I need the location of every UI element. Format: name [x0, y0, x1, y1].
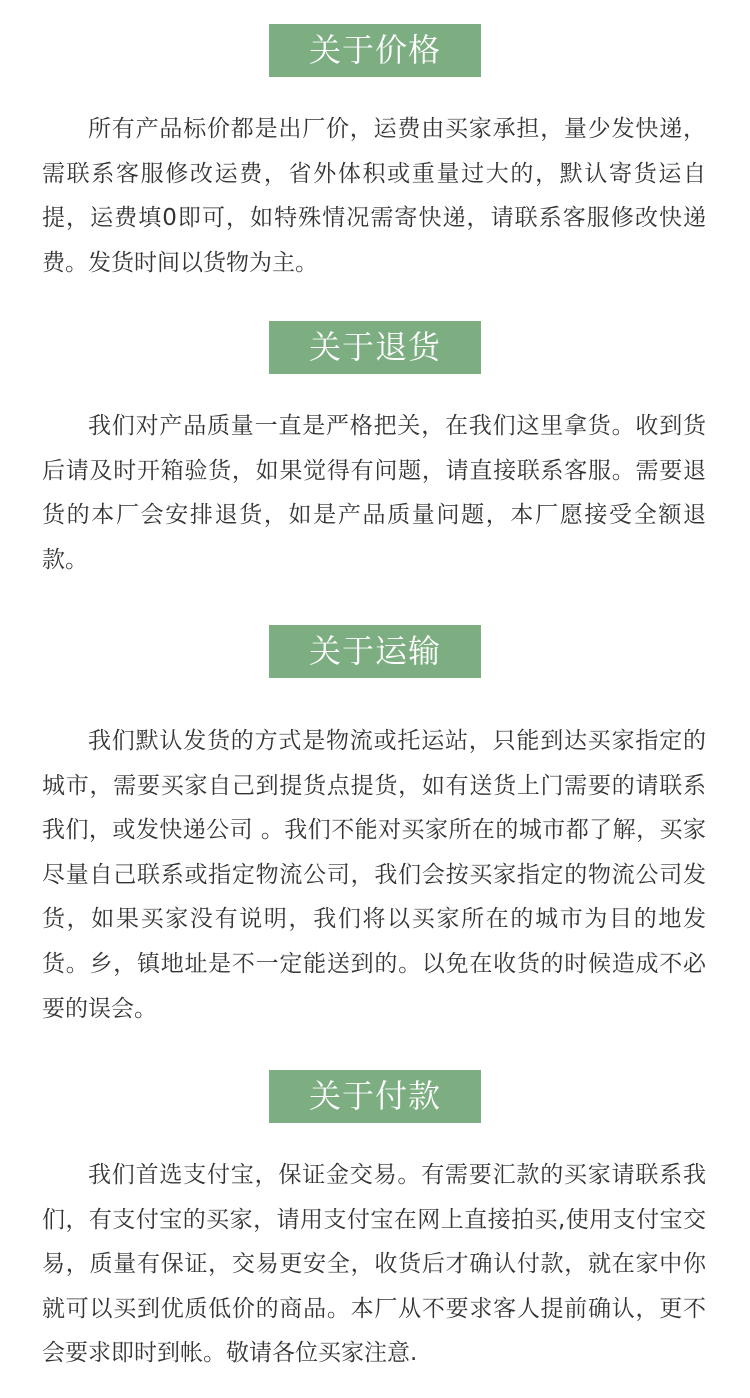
section-heading-price: 关于价格 — [269, 24, 481, 77]
section-text-returns: 我们对产品质量一直是严格把关，在我们这里拿货。收到货后请及时开箱验货，如果觉得有问题，请直接联系客服。需要退货的本厂会安排退货，如是产品质量问题，本厂愿接受全额退款。 — [42, 413, 706, 573]
section-heading-payment: 关于付款 — [269, 1070, 481, 1123]
section-text-shipping: 我们默认发货的方式是物流或托运站，只能到达买家指定的城市，需要买家自己到提货点提货，如有送货上门需要的请联系我们，或发快递公司 。我们不能对买家所在的城市都了解，买家尽量自己联系或指定物流公司，我们会按买家指定的物流公司发货，如果买家没有说明，我们将以买家所在的城市为目的地发货。乡，镇地址是不一定能送到的。以免在收货的时候造成不必要的误会。 — [42, 728, 706, 1022]
section-heading-returns: 关于退货 — [269, 321, 481, 374]
section-text-price: 所有产品标价都是出厂价，运费由买家承担，量少发快递，需联系客服修改运费，省外体积或重量过大的，默认寄货运自提，运费填0即可，如特殊情况需寄快递，请联系客服修改快递费。发货时间以货物为主。 — [42, 116, 706, 276]
section-heading-shipping: 关于运输 — [269, 625, 481, 678]
section-text-payment: 我们首选支付宝，保证金交易。有需要汇款的买家请联系我们，有支付宝的买家，请用支付宝在网上直接拍买,使用支付宝交易，质量有保证，交易更安全，收货后才确认付款，就在家中你就可以买到优质低价的商品。本厂从不要求客人提前确认，更不会要求即时到帐。敬请各位买家注意. — [42, 1162, 706, 1367]
